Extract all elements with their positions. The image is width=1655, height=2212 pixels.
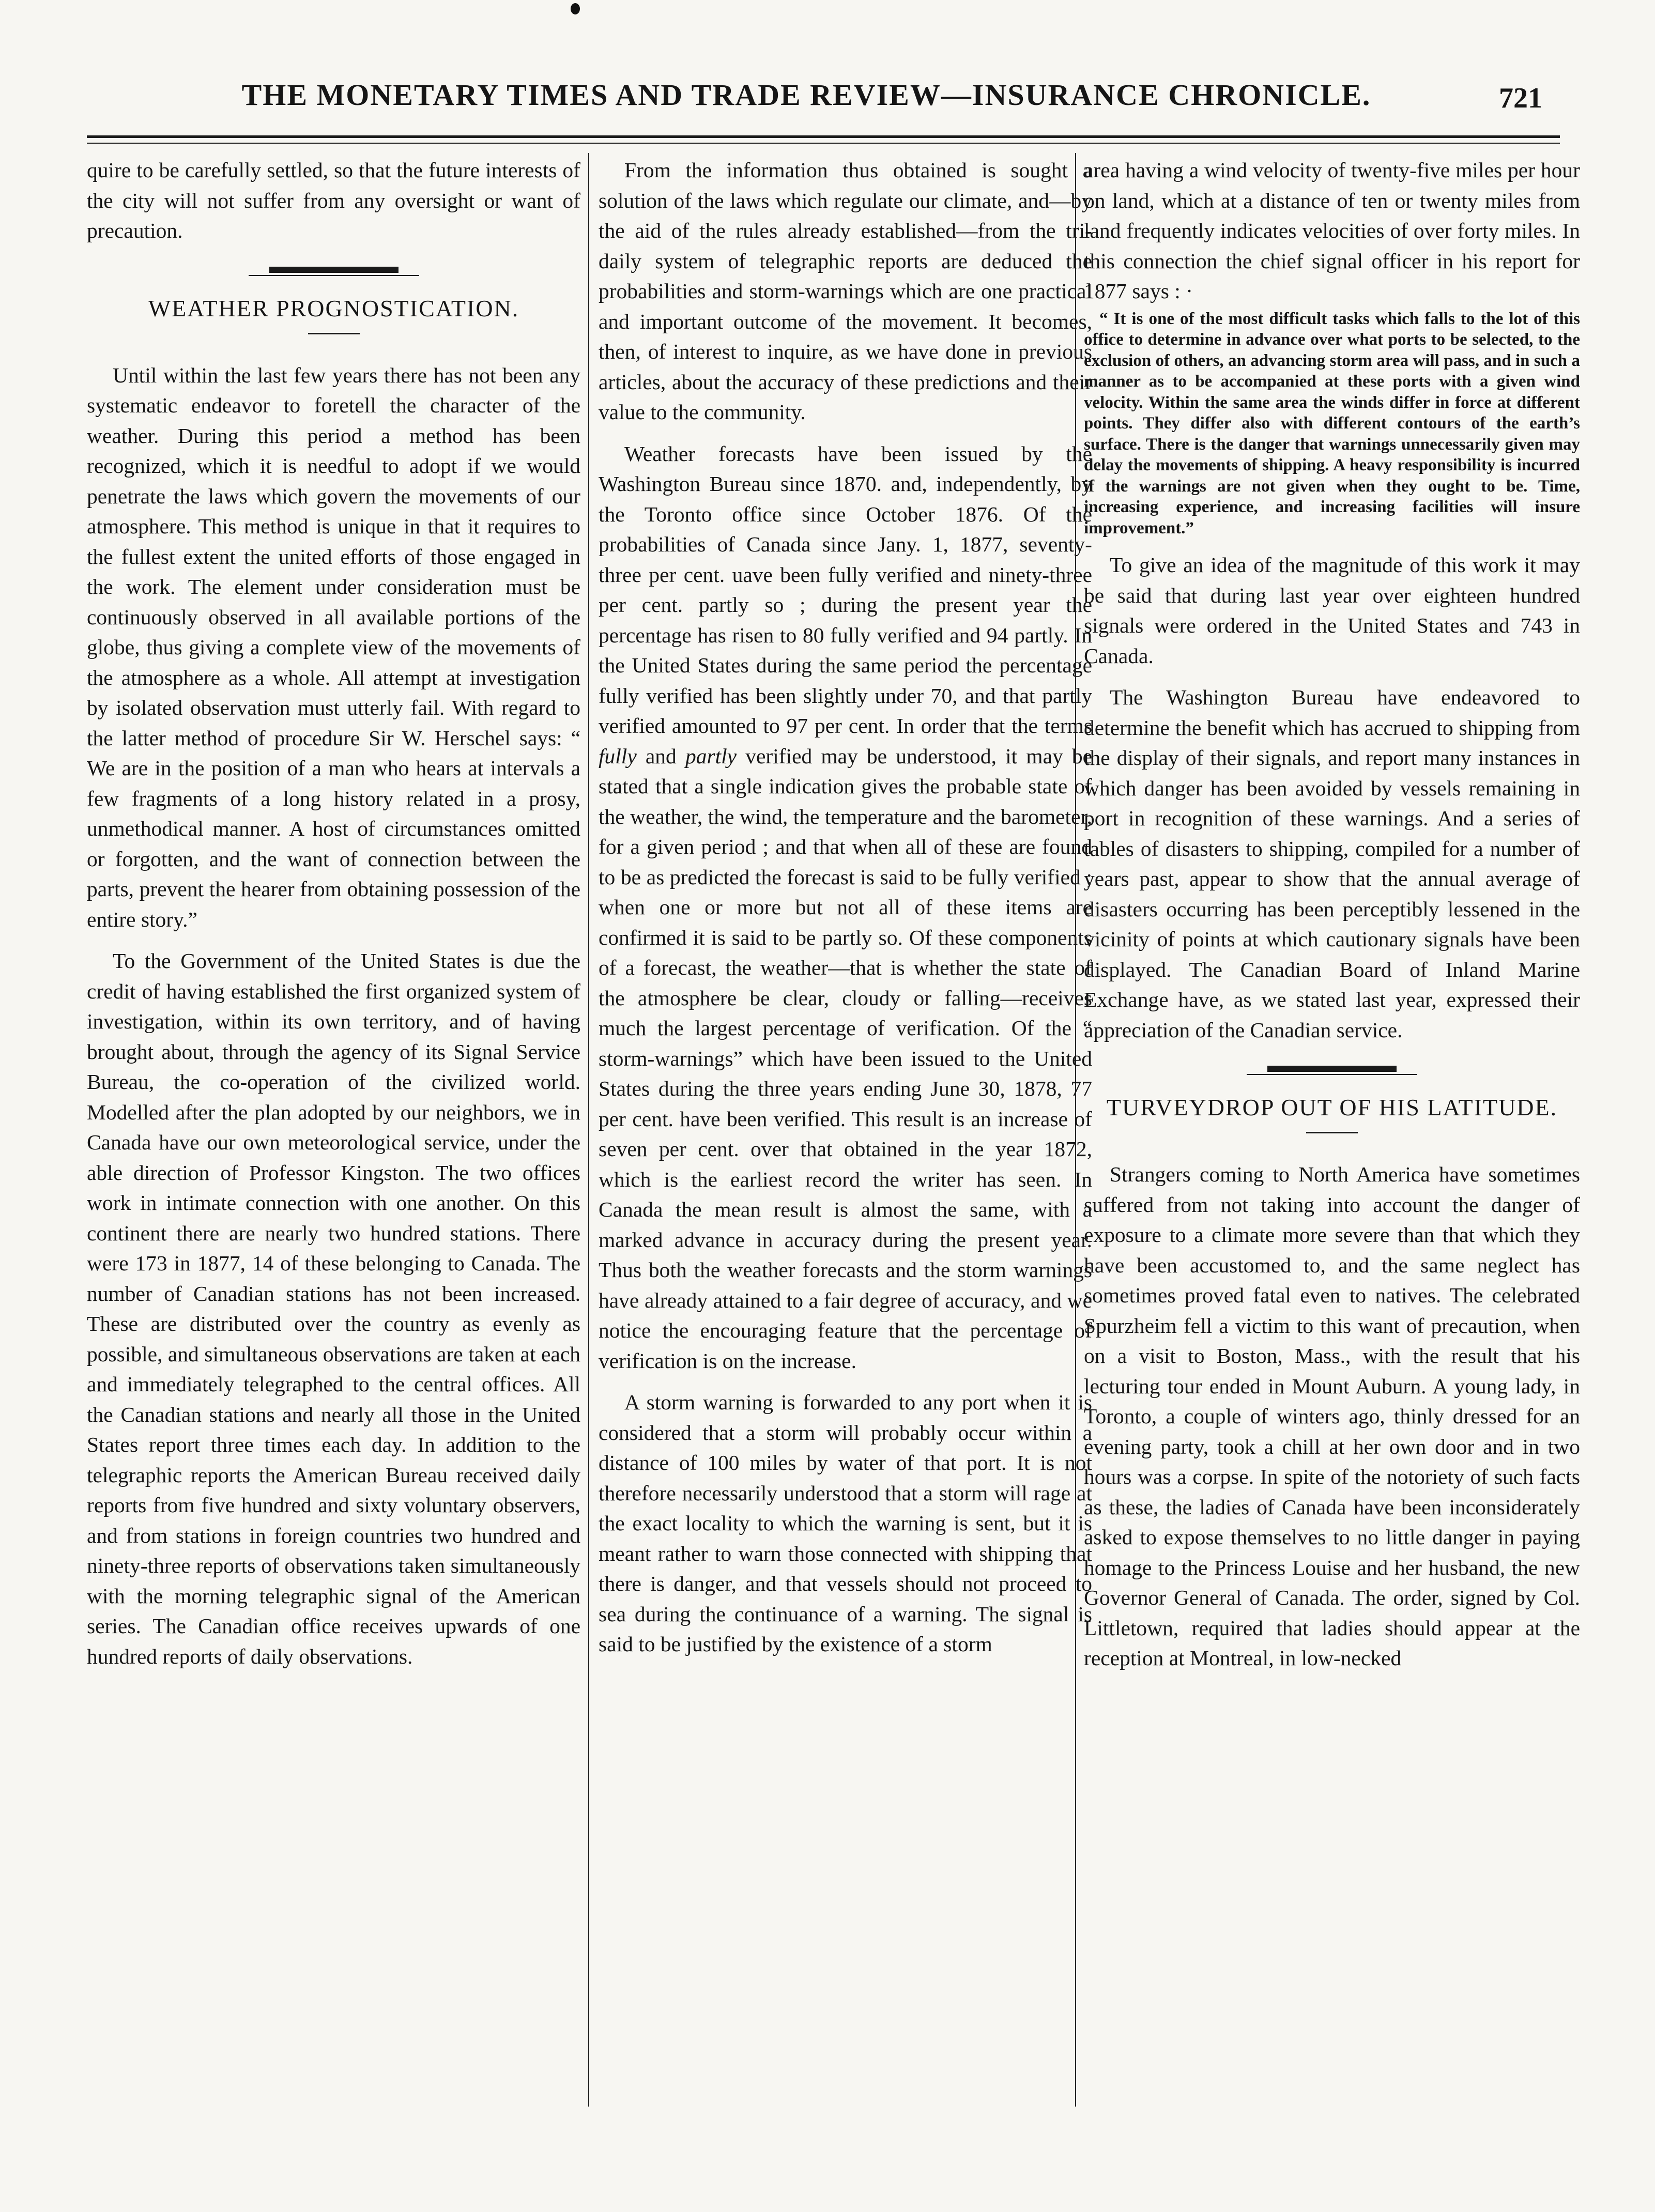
italic-term: partly	[685, 744, 737, 768]
article-heading: TURVEYDROP OUT OF HIS LATITUDE.	[1106, 1094, 1558, 1120]
article-paragraph: Until within the last few years there has not been any systematic endeavor to foretell the character of the weather. During this period a method has been recognized, which it is needful to adopt if we would penetrate the laws which govern the movements of our atmosphere. This method is unique in that it requires to the fullest extent the united efforts of those engaged in the work. The element under consideration must be continuously observed in all available portions of the globe, thus giving a complete view of the movements of the atmosphere as a whole. All attempt at investigation by isolated observation must utterly fail. With regard to the latter method of procedure Sir W. Herschel says: “ We are in the position of a man who hears at intervals a few fragments of a long history related in a prosy, unmethodical manner. A host of circumstances omitted or forgotten, and the want of connection between the parts, prevent the hearer from obtaining possession of the entire story.”	[87, 363, 580, 931]
article-paragraph: Strangers coming to North America have sometimes suffered from not taking into account the danger of exposure to a climate more severe than that which they have been accustomed to, and the same neglect has sometimes proved fatal even to natives. The celebrated Spurzheim fell a victim to this want of precaution, when on a visit to Boston, Mass., with the result that his lecturing tour ended in Mount Auburn. A young lady, in Toronto, a couple of winters ago, thinly dressed for an evening party, took a chill at her own door and in two hours was a corpse. In spite of the notoriety of such facts as these, the ladies of Canada have been inconsiderately asked to expose themselves to no little danger in paying homage to the Princess Louise and her husband, the new Governor General of Canada. The order, signed by Col. Littletown, required that ladies should appear at the reception at Montreal, in low-necked	[1084, 1162, 1580, 1670]
article-paragraph: A storm warning is forwarded to any port when it is considered that a storm will probably occur within a distance of 100 miles by water of that port. It is not therefore necessarily understood that a storm will rage at the exact locality to which the warning is sent, but it is meant rather to warn those connected with shipping that there is danger, and that vessels should not proceed to sea during the continuance of a warning. The signal is said to be justified by the existence of a storm	[599, 1390, 1092, 1656]
header-rule-thin	[87, 143, 1560, 144]
section-divider	[1267, 1066, 1397, 1072]
article-paragraph	[599, 439, 1092, 1376]
section-divider-underline	[249, 275, 419, 276]
paragraph-text: verified may be understood, it may be stated that a single indication gives the probable state of the weather, the wind, the temperature and the barometer, for a given period ; and that when all of these are found to be as predicted the forecast is said to be fully verified ; when one or more but not all of these items are confirmed it is said to be partly so. Of these components of a forecast, the weather—that is whether the state of the atmosphere be clear, cloudy or falling—receives much the largest percentage of verification. Of the “ storm-warnings” which have been issued to the United States during the three years ending June 30, 1878, 77 per cent. have been verified. This result is an increase of seven per cent. over that obtained in the year 1872, which is the earliest record the writer has seen. In Canada the mean result is almost the same, with a marked advance in accuracy during the present year. Thus both the weather forecasts and the storm warnings have already attained to a fair degree of accuracy, and we notice the encouraging feature that the percentage of verification is on the increase.	[599, 744, 1093, 1373]
column-right	[1084, 155, 1580, 1673]
article-paragraph: From the information thus obtained is sought a solution of the laws which regulate our climate, and—by the aid of the rules already established—from the tri-daily system of telegraphic reports are deduced the probabilities and storm-warnings which are one practical and important outcome of the movement. It becomes, then, of interest to inquire, as we have done in previous articles, about the accuracy of these predictions and their value to the community.	[599, 158, 1092, 424]
continued-paragraph: area having a wind velocity of twenty-five miles per hour on land, which at a distance of ten or twenty miles from land frequently indicates velocities of over forty miles. In this connection the chief signal officer in his report for 1877 says : ·	[1084, 158, 1580, 303]
italic-term: fully	[599, 744, 637, 768]
page-header-title: THE MONETARY TIMES AND TRADE REVIEW—INSURANCE CHRONICLE.	[241, 78, 1371, 112]
paragraph-text: and	[645, 744, 677, 768]
article-heading: WEATHER PROGNOSTICATION.	[148, 295, 519, 321]
article-paragraph: To the Government of the United States is due the credit of having established the first organized system of investigation, within its own territory, and of having brought about, through the agency of its Signal Service Bureau, the co-operation of the civilized world. Modelled after the plan adopted by our neighbors, we in Canada have our own meteorological service, under the able direction of Professor Kingston. The two offices work in intimate connection with one another. On this continent there are nearly two hundred stations. There were 173 in 1877, 14 of these belonging to Canada. The number of Canadian stations has not been increased. These are distributed over the country as evenly as possible, and simultaneous observations are taken at each and immediately telegraphed to the central offices. All the Canadian stations and nearly all those in the United States report three times each day. In addition to the telegraphic reports the American Bureau received daily reports from five hundred and sixty voluntary observers, and from stations in foreign countries two hundred and ninety-three reports of observations taken simultaneously with the morning telegraphic signal of the American series. The Canadian office receives upwards of one hundred reports of daily observations.	[87, 949, 580, 1668]
column-middle	[599, 155, 1092, 1660]
heading-rule	[308, 333, 360, 334]
header-rule-thick	[87, 135, 1560, 138]
article-paragraph: The Washington Bureau have endeavored to determine the benefit which has accrued to shipping from the display of their signals, and report many instances in which danger has been avoided by vessels remaining in port in recognition of these warnings. And a series of tables of disasters to shipping, compiled for a number of years past, appear to show that the annual average of disasters occurring has been perceptibly lessened in the vicinity of points at which cautionary signals have been displayed. The Canadian Board of Inland Marine Exchange have, as we stated last year, expressed their appreciation of the Canadian service.	[1084, 685, 1580, 1042]
section-divider	[269, 267, 399, 273]
column-left	[87, 155, 580, 1671]
paragraph-text: Weather forecasts have been issued by the Washington Bureau since 1870. and, independently, by the Toronto office since October 1876. Of the probabilities of Canada since Jany. 1, 1877, seventy-three per cent. uave been fully verified and ninety-three per cent. partly so ; during the present year the percentage has risen to 80 fully verified and 94 partly. In the United States during the same period the percentage fully verified has been slightly under 70, and that partly verified amounted to 97 per cent. In order that the terms	[599, 441, 1092, 738]
page-number: 721	[1499, 82, 1542, 114]
column-divider	[588, 153, 589, 2107]
article-paragraph: To give an idea of the magnitude of this work it may be said that during last year over eighteen hundred signals were ordered in the United States and 743 in Canada.	[1084, 553, 1580, 668]
ink-dot	[571, 3, 580, 14]
continued-paragraph: quire to be carefully settled, so that the future interests of the city will not suffer from any oversight or want of precaution.	[87, 158, 580, 242]
block-quote: “ It is one of the most difficult tasks which falls to the lot of this office to determine in advance over what ports to be selected, to the exclusion of others, an advancing storm area will pass, and in such a manner as to be accompanied at these ports with a given wind velocity. Within the same area the winds differ in force at different points. They differ also with different contours of the earth’s surface. There is the danger that warnings unnecessarily given may delay the movements of shipping. A heavy responsibility is incurred if the warnings are not given when they ought to be. Time, increasing experience, and increasing facilities will insure improvement.”	[1084, 309, 1580, 537]
heading-rule	[1306, 1132, 1358, 1133]
section-divider-underline	[1247, 1074, 1417, 1075]
